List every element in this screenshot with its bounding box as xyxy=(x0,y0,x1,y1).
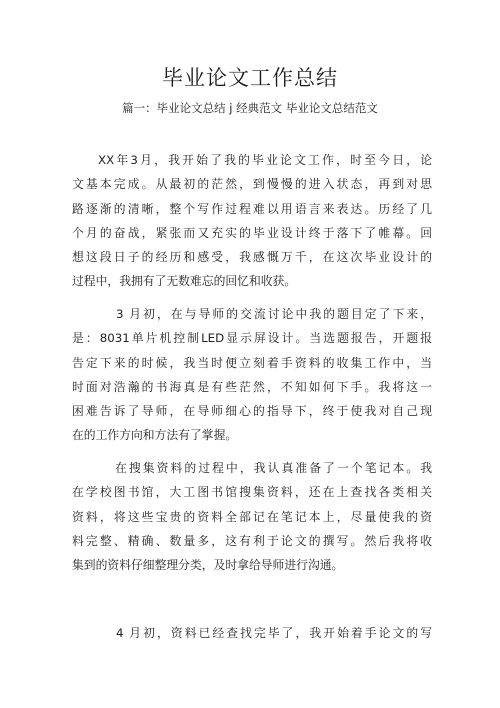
paragraph-line: 过程中，我拥有了无数难忘的回忆和收获。 xyxy=(72,274,297,289)
paragraph-line: 路逐渐的清晰，整个写作过程难以用语言来表达。历经了几 xyxy=(72,201,432,216)
document-subtitle: 篇一：毕业论文总结 j 经典范文 毕业论文总结范文 xyxy=(122,101,378,115)
paragraph-line: 在搜集资料的过程中，我认真准备了一个笔记本。我 xyxy=(115,461,432,475)
paragraph-1 xyxy=(72,148,432,294)
paragraph-line: 4 月初，资料已经查找完毕了，我开始着手论文的写 xyxy=(116,626,432,640)
paragraph-line: 集到的资料仔细整理分类，及时拿给导师进行沟通。 xyxy=(72,558,344,573)
paragraph-line: 告定下来的时候，我当时便立刻着手资料的收集工作中，当 xyxy=(72,355,432,370)
paragraph-line: 是：8031单片机控制LED显示屏设计。当选题报告，开题报 xyxy=(72,331,432,346)
document-title: 毕业论文工作总结 xyxy=(162,66,338,90)
paragraph-line: 困难告诉了导师，在导师细心的指导下，终于使我对自己现 xyxy=(72,404,432,419)
paragraph-line: 文基本完成。从最初的茫然，到慢慢的进入状态，再到对思 xyxy=(72,177,432,192)
paragraph-3 xyxy=(72,456,432,577)
paragraph-line: 料完整、精确、数量多，这有利于论文的撰写。然后我将收 xyxy=(72,533,432,548)
paragraph-line: 在学校图书馆，大工图书馆搜集资料，还在上查找各类相关 xyxy=(72,485,432,500)
paragraph-line: 时面对浩瀚的书海真是有些茫然，不知如何下手。我将这一 xyxy=(72,379,432,394)
paragraph-line: 个月的奋战，紧张而又充实的毕业设计终于落下了帷幕。回 xyxy=(72,225,432,240)
paragraph-line: 在的工作方向和方法有了掌握。 xyxy=(72,428,238,443)
paragraph-line: XX年3月，我开始了我的毕业论文工作，时至今日，论 xyxy=(98,153,432,167)
paragraph-line: 3 月初，在与导师的交流讨论中我的题目定了下来， xyxy=(116,307,432,321)
paragraph-line: 资料，将这些宝贵的资料全部记在笔记本上，尽量使我的资 xyxy=(72,509,432,524)
paragraph-4 xyxy=(72,621,432,645)
paragraph-line: 想这段日子的经历和感受，我感慨万千，在这次毕业设计的 xyxy=(72,250,432,265)
paragraph-2 xyxy=(72,302,432,448)
